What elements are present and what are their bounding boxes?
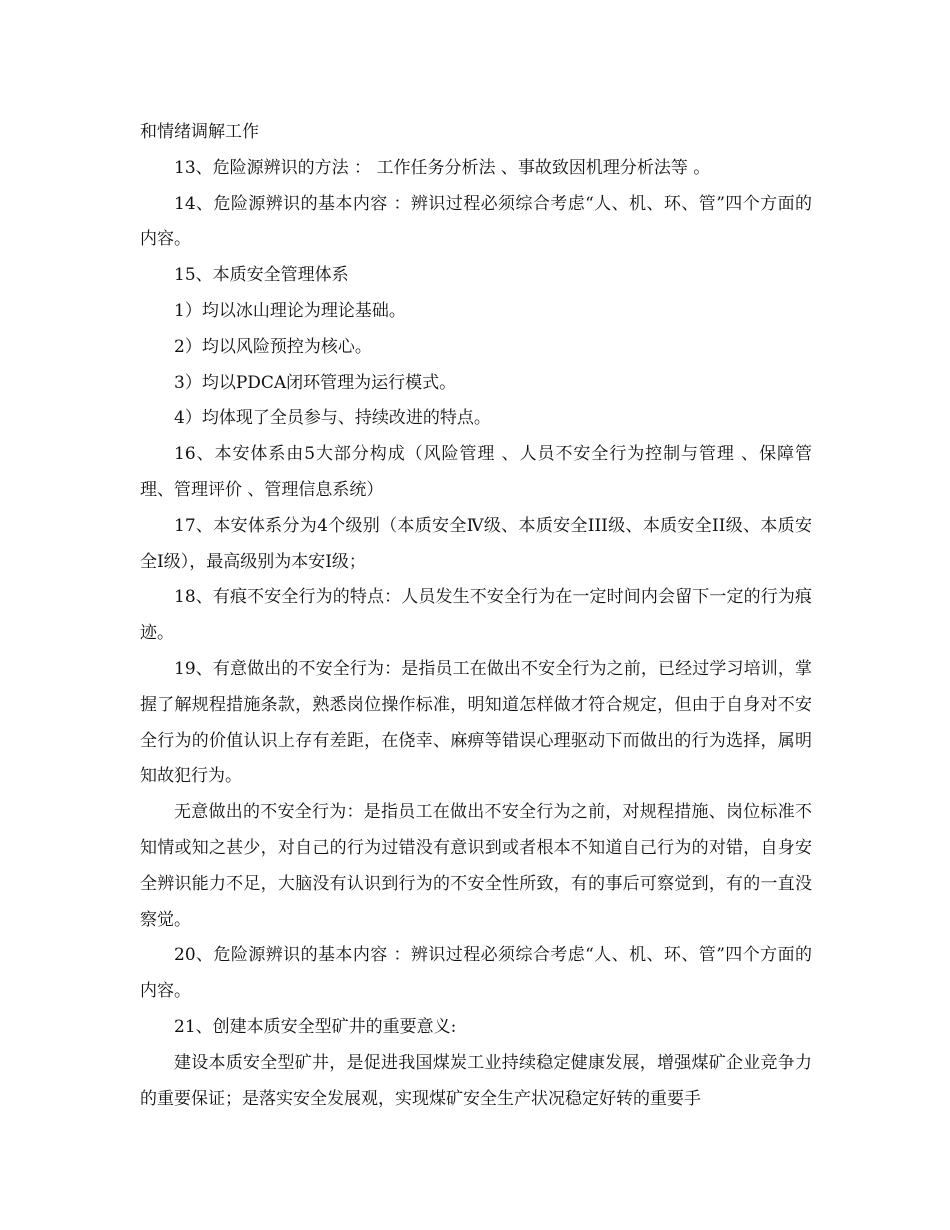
paragraph-item-20: 20、危险源辨识的基本内容 ：辨识过程必须综合考虑“人、机、环、管”四个方面的内容。: [140, 945, 812, 1002]
paragraph-subitem-2: 2）均以风险预控为核心。: [174, 336, 372, 357]
paragraph-item-14: 14、危险源辨识的基本内容 ：辨识过程必须综合考虑“人、机、环、管”四个方面的内容。: [140, 193, 812, 250]
paragraph-unintentional: 无意做出的不安全行为：是指员工在做出不安全行为之前，对规程措施、岗位标准不知情或知之甚少，对自己的行为过错没有意识到或者根本不知道自己行为的对错，自身安全辨识能力不足，大脑没有认识到行为的不安全性所致，有的事后可察觉到，有的一直没察觉。: [140, 802, 812, 930]
paragraph-item-16: 16、本安体系由5大部分构成（风险管理 、人员不安全行为控制与管理 、保障管理、管理评价 、管理信息系统）: [140, 444, 812, 500]
paragraph-item-19: 19、有意做出的不安全行为：是指员工在做出不安全行为之前，已经过学习培训，掌握了解规程措施条款，熟悉岗位操作标准，明知道怎样做才符合规定，但由于自身对不安全行为的价值认识上存有差距，在侥幸、麻痹等错误心理驱动下而做出的行为选择，属明知故犯行为。: [140, 658, 812, 787]
paragraph-subitem-1: 1）均以冰山理论为理论基础。: [174, 300, 406, 321]
paragraph-subitem-4: 4）均体现了全员参与、持续改进的特点。: [174, 408, 491, 429]
paragraph-item-18: 18、有痕不安全行为的特点：人员发生不安全行为在一定时间内会留下一定的行为痕迹。: [140, 587, 812, 644]
paragraph-continuation: 和情绪调解工作: [140, 122, 259, 142]
paragraph-item-13: 13、危险源辨识的方法 ： 工作任务分析法 、事故致因机理分析法等 。: [174, 157, 711, 178]
paragraph-item-17: 17、本安体系分为4个级别（本质安全Ⅳ级、本质安全III级、本质安全II级、本质安全Ⅰ级），最高级别为本安Ⅰ级；: [140, 515, 812, 572]
paragraph-significance: 建设本质安全型矿井，是促进我国煤炭工业持续稳定健康发展，增强煤矿企业竞争力的重要保证；是落实安全发展观，实现煤矿安全生产状况稳定好转的重要手: [140, 1052, 812, 1109]
paragraph-item-15: 15、本质安全管理体系: [174, 265, 349, 286]
paragraph-item-21: 21、创建本质安全型矿井的重要意义:: [174, 1016, 457, 1037]
document-body: [140, 115, 812, 1117]
paragraph-subitem-3: 3）均以PDCA闭环管理为运行模式。: [174, 372, 457, 393]
